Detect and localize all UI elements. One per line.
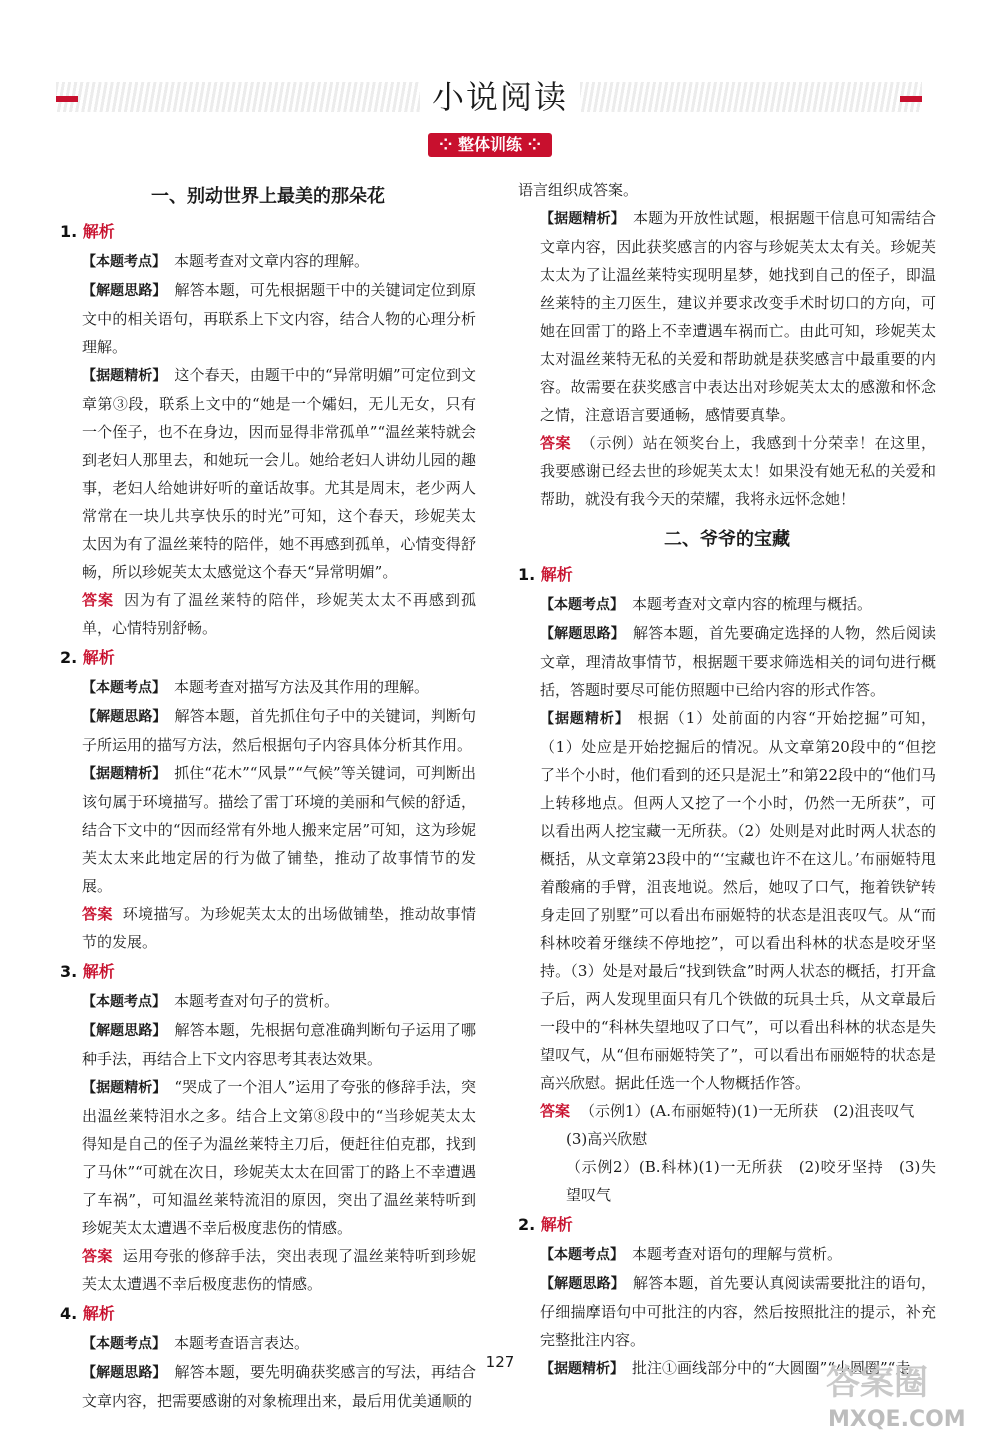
header-left-accent bbox=[56, 96, 78, 102]
kaodian-text: 本题考查语言表达。 bbox=[174, 1334, 310, 1352]
answer-tag: 答案 bbox=[82, 905, 113, 923]
question-heading bbox=[60, 218, 476, 245]
silu-text: 解答本题，首先要认真阅读需要批注的语句，仔细揣摩语句中可批注的内容，然后按照批注的提示，补充完整批注内容。 bbox=[540, 1274, 936, 1349]
question-heading bbox=[518, 1211, 936, 1238]
answer-line-cont: (3)高兴欣慰 bbox=[566, 1130, 648, 1148]
answer-line bbox=[60, 900, 476, 956]
silu-text: 解答本题，要先明确获奖感言的写法，再结合文章内容，把需要感谢的对象梳理出来，最后用优美通顺的 bbox=[82, 1363, 476, 1410]
answer-line bbox=[60, 1242, 476, 1298]
question-block bbox=[60, 1300, 476, 1415]
watermark-line-2: MXQE.COM bbox=[828, 1407, 966, 1432]
jingxi-line bbox=[60, 361, 476, 586]
question-number: 2. bbox=[60, 648, 78, 667]
question-label: 解析 bbox=[540, 1215, 573, 1234]
question-number: 1. bbox=[60, 222, 78, 241]
answer-text: 环境描写。为珍妮芙太太的出场做铺垫，推动故事情节的发展。 bbox=[82, 905, 476, 951]
silu-tag: 【解题思路】 bbox=[540, 1276, 625, 1292]
jingxi-tag: 【据题精析】 bbox=[82, 766, 167, 782]
question-heading bbox=[60, 1300, 476, 1327]
silu-line bbox=[518, 1269, 936, 1354]
jingxi-tag: 【据题精析】 bbox=[82, 368, 167, 384]
answer-tag: 答案 bbox=[82, 591, 115, 609]
jingxi-text: 本题为开放性试题，根据题干信息可知需结合文章内容，因此获奖感言的内容与珍妮芙太太有关。珍妮芙太太为了让温丝莱特实现明星梦，她找到自己的侄子，即温丝莱特的主刀医生，建议并要求改变手术时切口的方向，可她在回雷丁的路上不幸遭遇车祸而亡。由此可知，珍妮芙太太对温丝莱特无私的关爱和帮助就是获奖感言中最重要的内容。故需要在获奖感言中表达出对珍妮芙太太的感激和怀念之情，注意语言要通畅，感情要真挚。 bbox=[540, 209, 936, 424]
jingxi-tag: 【据题精析】 bbox=[82, 1080, 167, 1096]
question-block bbox=[60, 958, 476, 1298]
kaodian-line bbox=[518, 590, 936, 619]
kaodian-line bbox=[60, 247, 476, 276]
silu-line bbox=[60, 276, 476, 361]
kaodian-text: 本题考查对描写方法及其作用的理解。 bbox=[174, 678, 430, 696]
section-title-1: 一、别动世界上最美的那朵花 bbox=[151, 186, 385, 207]
question-number: 1. bbox=[518, 565, 536, 584]
silu-text: 解答本题，首先要确定选择的人物，然后阅读文章，理清故事情节，根据题干要求筛选相关的词句进行概括，答题时要尽可能仿照题中已给内容的形式作答。 bbox=[540, 624, 936, 699]
question-block bbox=[518, 561, 936, 1209]
kaodian-line bbox=[518, 1240, 936, 1269]
answer-text: （示例）站在领奖台上，我感到十分荣幸！在这里，我要感谢已经去世的珍妮芙太太！如果没有她无私的关爱和帮助，就没有我今天的荣耀，我将永远怀念她！ bbox=[540, 434, 936, 508]
page-title: 小说阅读 bbox=[420, 74, 580, 120]
answer-text: （示例1）(A.布丽姬特)(1)一无所获 (2)沮丧叹气 bbox=[580, 1102, 915, 1120]
continued-text: 语言组织成答案。 bbox=[518, 181, 639, 199]
question-label: 解析 bbox=[82, 962, 115, 981]
kaodian-text: 本题考查对语句的理解与赏析。 bbox=[632, 1245, 843, 1263]
answer-tag: 答案 bbox=[540, 434, 571, 452]
silu-tag: 【解题思路】 bbox=[82, 1365, 167, 1381]
training-badge bbox=[428, 133, 552, 157]
section-title-2: 二、爷爷的宝藏 bbox=[664, 529, 790, 550]
question-label: 解析 bbox=[540, 565, 573, 584]
header-right-accent bbox=[900, 96, 922, 102]
silu-line bbox=[60, 702, 476, 759]
silu-line bbox=[60, 1016, 476, 1073]
kaodian-text: 本题考查对文章内容的理解。 bbox=[174, 252, 370, 270]
watermark-line-1: 答案圈 bbox=[826, 1363, 928, 1403]
kaodian-tag: 【本题考点】 bbox=[82, 254, 166, 270]
sparkle-right-icon: ⁘ bbox=[522, 135, 541, 154]
question-number: 2. bbox=[518, 1215, 536, 1234]
silu-line bbox=[518, 619, 936, 704]
silu-tag: 【解题思路】 bbox=[540, 626, 625, 642]
page-number: 127 bbox=[485, 1353, 515, 1371]
answer-line bbox=[518, 1097, 936, 1125]
jingxi-tag: 【据题精析】 bbox=[540, 211, 625, 227]
question-number: 4. bbox=[60, 1304, 78, 1323]
question-heading bbox=[518, 561, 936, 588]
jingxi-tag: 【据题精析】 bbox=[540, 1361, 624, 1377]
jingxi-text: “哭成了一个泪人”运用了夸张的修辞手法，突出温丝莱特泪水之多。结合上文第⑧段中的“当珍妮芙太太得知是自己的侄子为温丝莱特主刀后，便赶往伯克郡，找到了马休”“可就在次日，珍妮芙太太在回雷丁的路上不幸遭遇了车祸”，可知温丝莱特流泪的原因，突出了温丝莱特听到珍妮芙太太遭遇不幸后极度悲伤的情感。 bbox=[82, 1078, 477, 1237]
jingxi-tag: 【据题精析】 bbox=[540, 711, 630, 727]
watermark-logo bbox=[818, 1358, 988, 1432]
silu-tag: 【解题思路】 bbox=[82, 283, 167, 299]
answer-line bbox=[518, 429, 936, 513]
kaodian-tag: 【本题考点】 bbox=[82, 994, 166, 1010]
question-block bbox=[60, 218, 476, 642]
silu-text: 解答本题，先根据句意准确判断句子运用了哪种手法，再结合上下文内容思考其表达效果。 bbox=[82, 1021, 476, 1068]
kaodian-text: 本题考查对文章内容的梳理与概括。 bbox=[632, 595, 873, 613]
question-label: 解析 bbox=[82, 648, 115, 667]
question-heading bbox=[60, 644, 476, 671]
badge-label: 整体训练 bbox=[457, 135, 522, 154]
answer-text: 因为有了温丝莱特的陪伴，珍妮芙太太不再感到孤单，心情特别舒畅。 bbox=[82, 591, 476, 637]
question-number: 3. bbox=[60, 962, 78, 981]
answer-line bbox=[60, 586, 476, 642]
answer-text: 运用夸张的修辞手法，突出表现了温丝莱特听到珍妮芙太太遭遇不幸后极度悲伤的情感。 bbox=[82, 1247, 476, 1293]
right-column bbox=[518, 176, 936, 1383]
jingxi-text: 这个春天，由题干中的“异常明媚”可定位到文章第③段，联系上文中的“她是一个孀妇，无儿无女，只有一个侄子，也不在身边，因而显得非常孤单”“温丝莱特就会到老妇人那里去，和她玩一会儿。她给老妇人讲幼儿园的趣事，老妇人给她讲好听的童话故事。尤其是周末，老少两人常常在一块儿共享快乐的时光”可知，这个春天，珍妮芙太太因为有了温丝莱特的陪伴，她不再感到孤单，心情变得舒畅，所以珍妮芙太太感觉这个春天“异常明媚”。 bbox=[82, 366, 477, 581]
left-column bbox=[60, 180, 476, 1415]
question-label: 解析 bbox=[82, 222, 115, 241]
sparkle-left-icon: ⁘ bbox=[439, 135, 458, 154]
question-block bbox=[60, 644, 476, 956]
jingxi-line bbox=[518, 704, 936, 1097]
kaodian-line bbox=[60, 673, 476, 702]
jingxi-line bbox=[60, 759, 476, 900]
question-heading bbox=[60, 958, 476, 985]
kaodian-text: 本题考查对句子的赏析。 bbox=[174, 992, 340, 1010]
kaodian-line bbox=[60, 1329, 476, 1358]
kaodian-tag: 【本题考点】 bbox=[540, 1247, 624, 1263]
jingxi-line bbox=[60, 1073, 476, 1242]
answer-line-2: （示例2）(B.科林)(1)一无所获 (2)咬牙坚持 (3)失望叹气 bbox=[566, 1158, 936, 1204]
answer-tag: 答案 bbox=[82, 1247, 113, 1265]
question-label: 解析 bbox=[82, 1304, 115, 1323]
silu-tag: 【解题思路】 bbox=[82, 1023, 167, 1039]
silu-tag: 【解题思路】 bbox=[82, 709, 167, 725]
silu-line bbox=[60, 1358, 476, 1415]
jingxi-text: 抓住“花木”“风景”“气候”等关键词，可判断出该句属于环境描写。描绘了雷丁环境的美丽和气候的舒适，结合下文中的“因而经常有外地人搬来定居”可知，这为珍妮芙太太来此地定居的行为做了铺垫，推动了故事情节的发展。 bbox=[82, 764, 477, 895]
jingxi-text: 根据（1）处前面的内容“开始挖掘”可知，（1）处应是开始挖掘后的情况。从文章第20段中的“但挖了半个小时，他们看到的还只是泥土”和第22段中的“他们马上转移地点。但两人又挖了一个小时，仍然一无所获”，可以看出两人挖宝藏一无所获。（2）处则是对此时两人状态的概括，从文章第23段中的“‘宝藏也许不在这儿。’布丽姬特甩着酸痛的手臂，沮丧地说。然后，她叹了口气，拖着铁铲转身走回了别墅”可以看出布丽姬特的状态是沮丧叹气。从“而科林咬着牙继续不停地挖”，可以看出科林的状态是咬牙坚持。（3）处是对最后“找到铁盒”时两人状态的概括，打开盒子后，两人发现里面只有几个铁做的玩具士兵，从文章最后一段中的“科林失望地叹了口气”，可以看出科林的状态是失望叹气，从“但布丽姬特笑了”，可以看出布丽姬特的状态是高兴欣慰。据此任选一个人物概括作答。 bbox=[540, 709, 937, 1092]
silu-text: 解答本题，首先抓住句子中的关键词，判断句子所运用的描写方法，然后根据句子内容具体分析其作用。 bbox=[82, 707, 476, 754]
kaodian-tag: 【本题考点】 bbox=[82, 1336, 166, 1352]
answer-tag: 答案 bbox=[540, 1102, 571, 1120]
kaodian-tag: 【本题考点】 bbox=[540, 597, 624, 613]
jingxi-line bbox=[518, 204, 936, 429]
silu-text: 解答本题，可先根据题干中的关键词定位到原文中的相关语句，再联系上下文内容，结合人物的心理分析理解。 bbox=[82, 281, 476, 356]
jingxi-text: 批注①画线部分中的“大圆圈”“小圆圈”“走 bbox=[632, 1359, 911, 1377]
kaodian-line bbox=[60, 987, 476, 1016]
kaodian-tag: 【本题考点】 bbox=[82, 680, 166, 696]
